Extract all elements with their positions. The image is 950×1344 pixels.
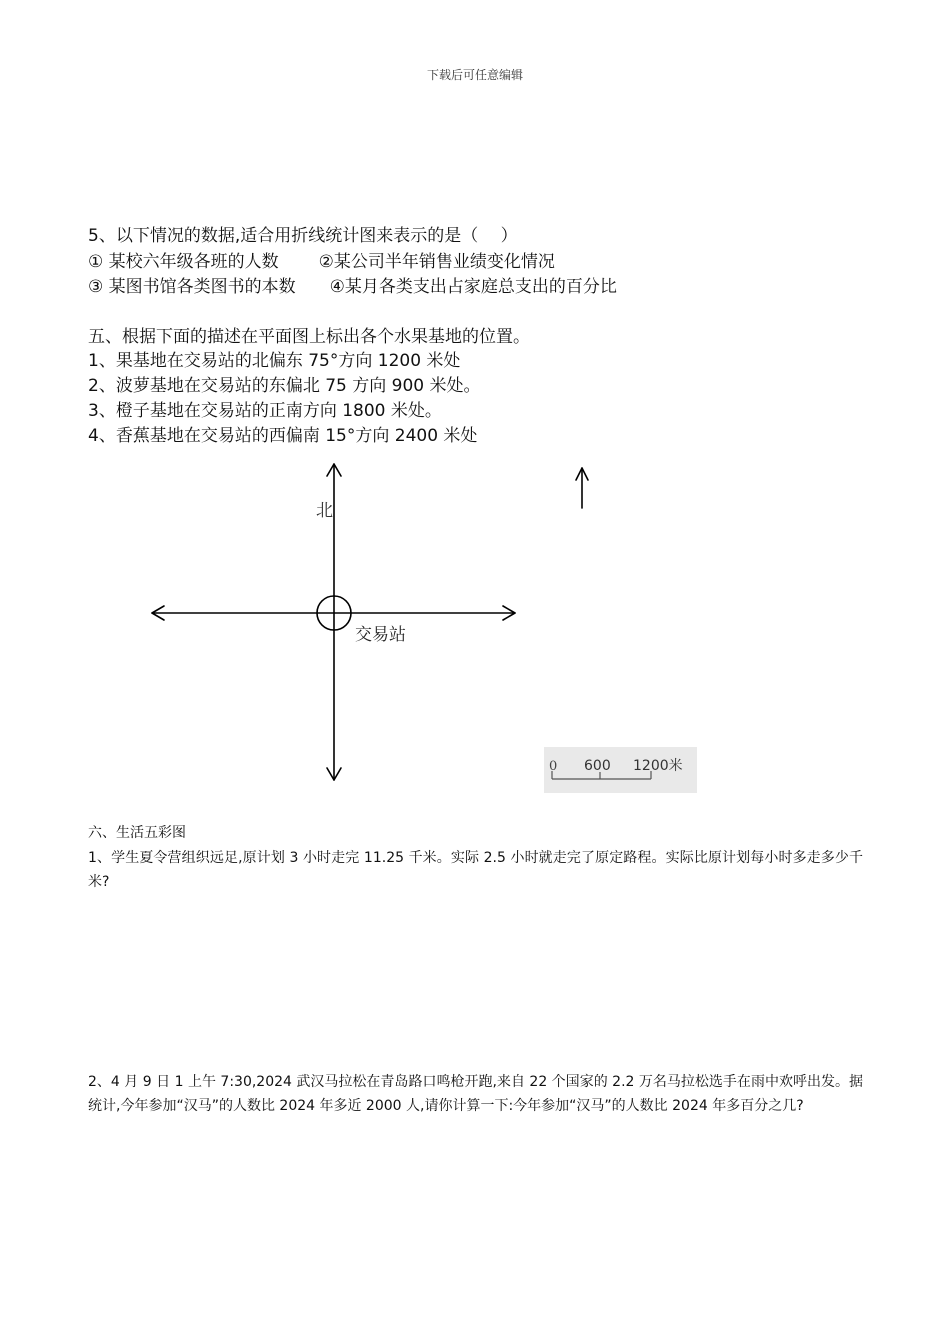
scale-label-1200: 1200米: [633, 758, 683, 774]
section5-item-4: 4、香蕉基地在交易站的西偏南 15°方向 2400 米处: [88, 426, 478, 446]
section6-question-2: 2、4 月 9 日 1 上午 7:30,2024 武汉马拉松在青岛路口鸣枪开跑,来自 22 个国家的 2.2 万名马拉松选手在雨中欢呼出发。据统计,今年参加“汉马”的人数比 2024 年多近 2000 人,请你计算一下:今年参加“汉马”的人数比 2024 年多百分之几?: [88, 1074, 863, 1114]
section5-item-3: 3、橙子基地在交易站的正南方向 1800 米处。: [88, 401, 442, 421]
scale-label-zero: 0: [549, 759, 558, 774]
q5-option-1: ① 某校六年级各班的人数: [88, 252, 279, 272]
q5-option-3: ③ 某图书馆各类图书的本数: [88, 277, 296, 297]
page-header: 下载后可任意编辑: [426, 68, 523, 82]
q5-option-2: ②某公司半年销售业绩变化情况: [318, 252, 555, 272]
section5-item-1: 1、果基地在交易站的北偏东 75°方向 1200 米处: [88, 351, 461, 371]
q5-question: 5、以下情况的数据,适合用折线统计图来表示的是（ ）: [88, 226, 518, 246]
section5-title: 五、根据下面的描述在平面图上标出各个水果基地的位置。: [88, 327, 530, 347]
station-label: 交易站: [355, 625, 406, 645]
section6-question-1: 1、学生夏令营组织远足,原计划 3 小时走完 11.25 千米。实际 2.5 小时就走完了原定路程。实际比原计划每小时多走多少千米?: [88, 850, 863, 890]
section6-title: 六、生活五彩图: [88, 825, 186, 841]
scale-label-600: 600: [584, 758, 611, 774]
north-label: 北: [316, 501, 333, 521]
q5-option-4: ④某月各类支出占家庭总支出的百分比: [329, 277, 617, 297]
section5-item-2: 2、波萝基地在交易站的东偏北 75 方向 900 米处。: [88, 376, 481, 396]
